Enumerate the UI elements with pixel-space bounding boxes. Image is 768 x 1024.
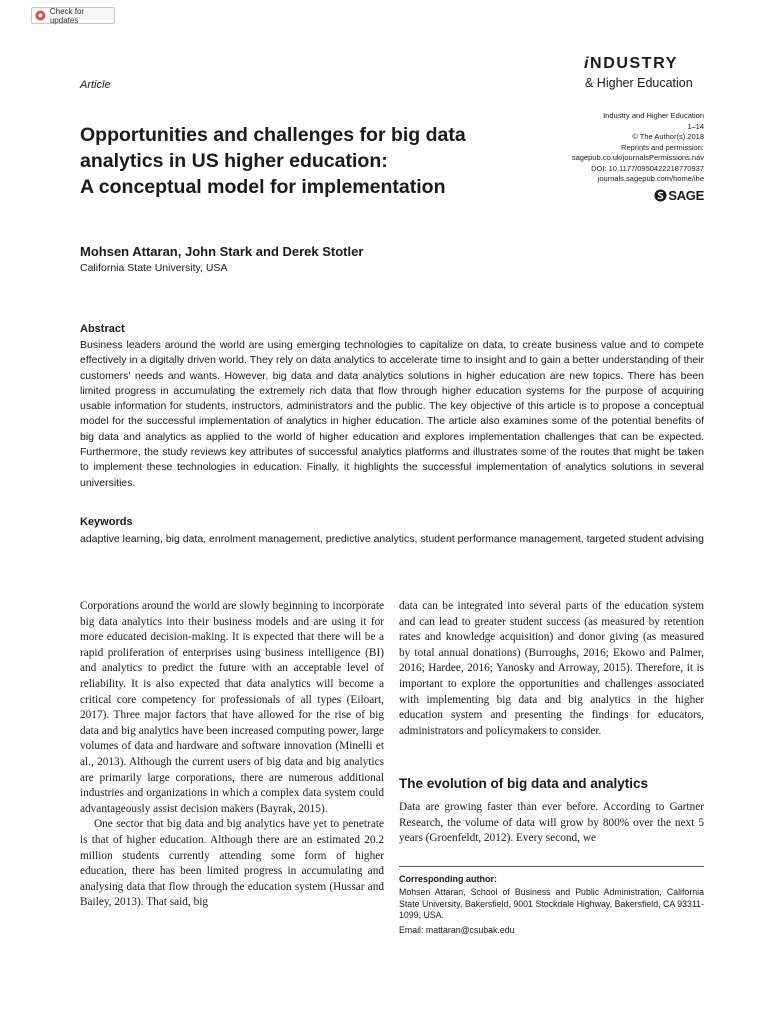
journal-logo-word: NDUSTRY [590, 55, 678, 72]
corresponding-author-email[interactable]: Email: mattaran@csubak.edu [399, 925, 515, 935]
publisher-logo [654, 188, 704, 203]
copyright: © The Author(s) 2018 [632, 132, 704, 141]
author-affiliation: California State University, USA [80, 262, 228, 274]
article-type-label: Article [80, 79, 111, 91]
title-line: Opportunities and challenges for big data [80, 124, 466, 146]
permissions-link[interactable]: sagepub.co.uk/journalsPermissions.nav [571, 153, 704, 162]
journal-meta [572, 111, 704, 185]
title-line: A conceptual model for implementation [80, 176, 446, 198]
author-list: Mohsen Attaran, John Stark and Derek Stotler [80, 244, 364, 259]
abstract-text: Business leaders around the world are using emerging technologies to capitalize on data, to create business value and to compete effectively in a digitally driven world. They rely on data analytics to accelerate time to insight and to gain a better understanding of their customers' needs and wants. However, big data and data analytics solutions in higher education are new topics. There has been limited progress in accumulating the extremely rich data that flow through higher education systems for the purpose of acquiring usable information for students, instructors, administrators and the public. The key objective of this article is to propose a conceptual model for the successful implementation of analytics in higher education. The article also examines some of the potential benefits of big data and analytics as applied to the world of higher education and explores implementation challenges that can be expected. Furthermore, the study reviews key attributes of successful analytics platforms and illustrates some of the routes that might be taken to implement these technologies in education. Finally, it highlights the successful implementation of analytics solutions in several universities. [80, 339, 704, 489]
journal-logo [584, 55, 678, 73]
keywords-text: adaptive learning, big data, enrolment management, predictive analytics, student performance management, targeted student advising [80, 533, 704, 545]
body-paragraph: Corporations around the world are slowly beginning to incorporate big data analytics into their business models and are using it for more educated decision-making. It is expected that there will be a rapid proliferation of enterprises using business intelligence (BI) and analytics to predict the future with an acceptable level of reliability. It is also expected that data analytics will become a critical core competency for professionals of all types (Eiloart, 2017). Three major factors that have allowed for the rise of big data and big analytics have been increased computing power, large volumes of data and hardware and software innovation (Minelli et al., 2013). Although the current users of big data and big analytics are primarily large corporations, there are numerous additional industries and organizations in which a complex data system could advantageously assist decision makers (Bayrak, 2015). [80, 600, 384, 815]
abstract-heading: Abstract [80, 323, 125, 335]
keywords-heading: Keywords [80, 516, 133, 528]
page-range: 1–14 [687, 121, 704, 131]
journal-logo-initial: i [584, 55, 591, 72]
publisher-name: SAGE [668, 188, 704, 203]
corresponding-author-heading: Corresponding author: [399, 874, 497, 884]
body-column-right [399, 599, 704, 739]
check-for-updates-label: Check for updates [49, 6, 85, 25]
title-line: analytics in US higher education: [80, 150, 388, 172]
reprints-label: Reprints and permission: [621, 142, 704, 152]
section-heading: The evolution of big data and analytics [399, 776, 649, 791]
journal-name: Industry and Higher Education [603, 111, 704, 120]
sage-s-icon [654, 189, 667, 202]
body-column-right-continued [399, 800, 704, 847]
body-paragraph: data can be integrated into several parts of the education system and can lead to greater student success (as measured by retention rates and knowledge acquisition) and donor giving (as measured by total annual donations) (Burroughs, 2016; Ekowo and Palmer, 2016; Hardee, 2016; Yanosky and Arroway, 2015). Therefore, it is important to explore the opportunities and challenges associated with implementing big data and big analytics in the higher education system and presenting the findings for educators, administrators and policymakers to consider. [399, 600, 704, 737]
doi-link[interactable]: DOI: 10.1177/0950422218770937 [591, 163, 704, 173]
body-paragraph: One sector that big data and big analytics have yet to penetrate is that of higher education. Although there are an estimated 20.2 million students currently attending some form of higher education, there has been limited progress in accumulating and analysing data that flow through the education system (Hussar and Bailey, 2013). That said, big [80, 818, 384, 909]
footnote-divider [399, 866, 704, 867]
article-title [80, 122, 550, 200]
body-column-left [80, 599, 384, 911]
journal-home-link[interactable]: journals.sagepub.com/home/ihe [597, 174, 704, 183]
journal-logo-subtitle: & Higher Education [585, 76, 693, 90]
corresponding-author-address: Mohsen Attaran, School of Business and Public Administration, California State University, Bakersfield, 9001 Stockdale Highway, Bakersfield, CA 93311-1099, USA. [399, 887, 704, 921]
check-for-updates-button[interactable] [31, 7, 115, 24]
update-icon [35, 10, 46, 21]
body-paragraph: Data are growing faster than ever before. According to Gartner Research, the volume of data will grow by 800% over the next 5 years (Groenfeldt, 2012). Every second, we [399, 801, 704, 845]
